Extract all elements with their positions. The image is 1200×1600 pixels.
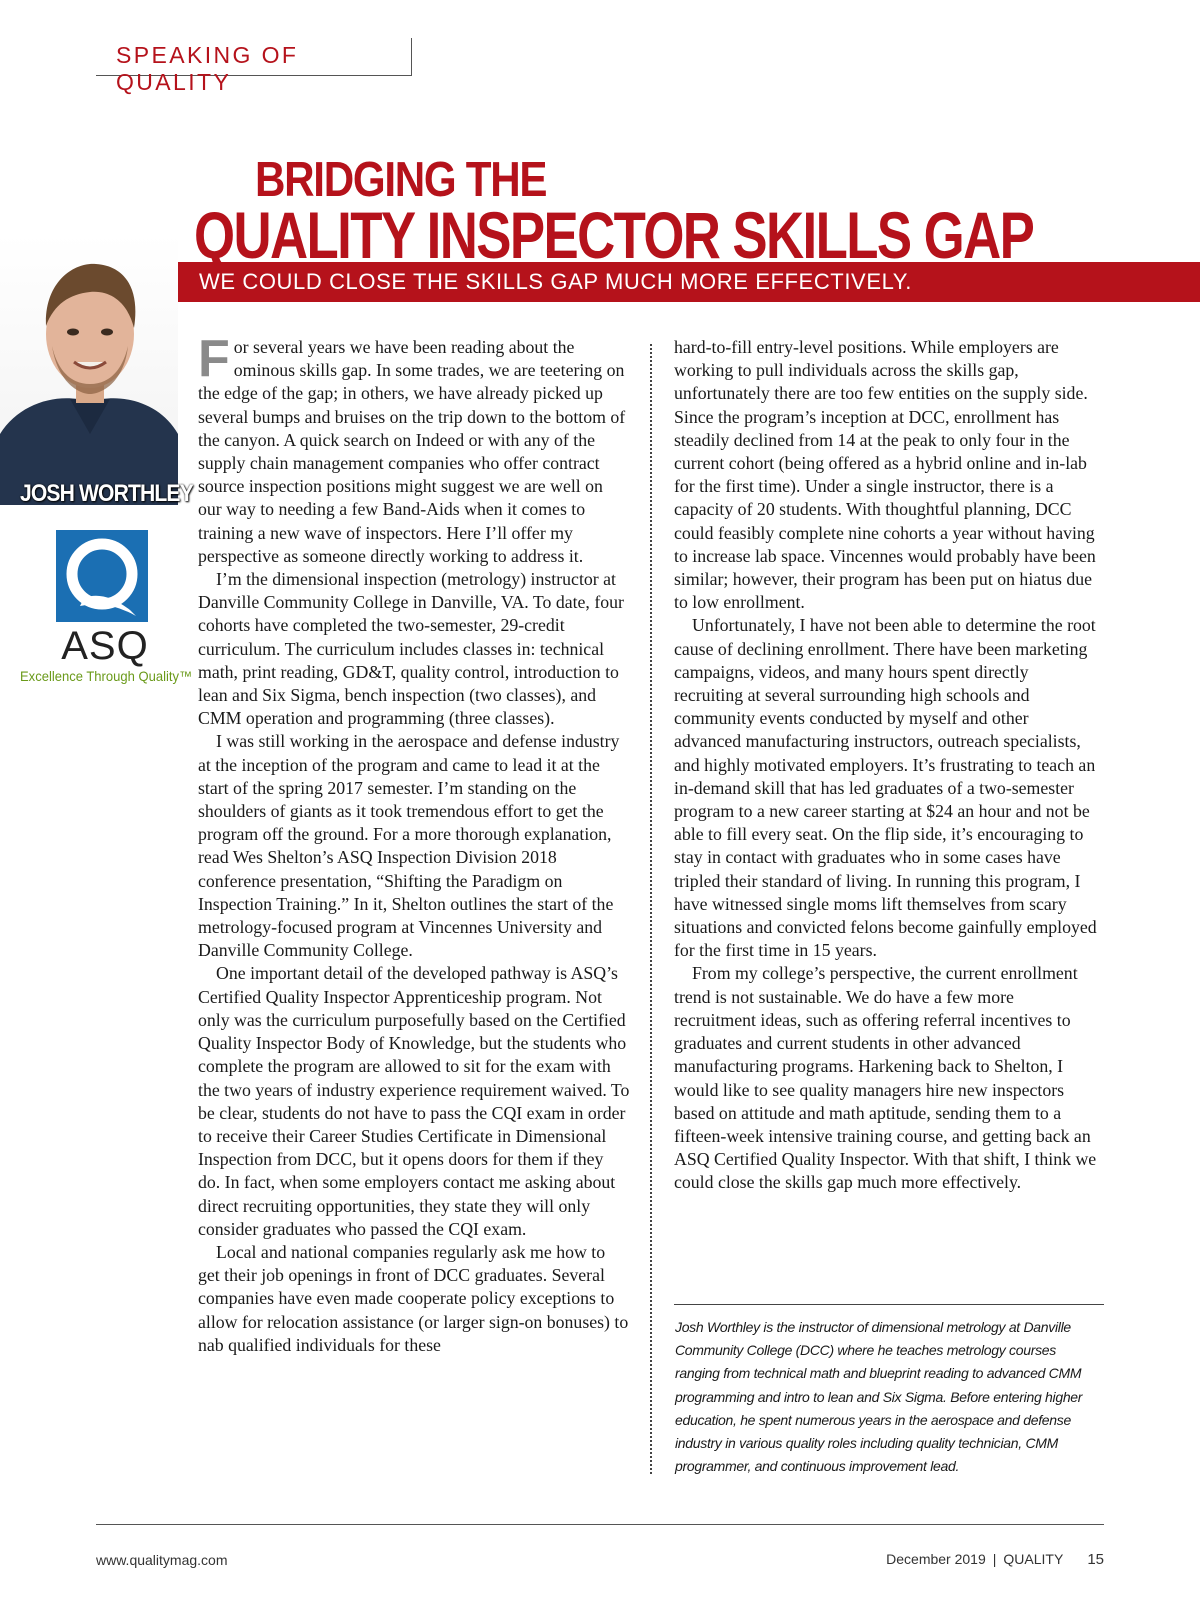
section-label: [96, 38, 412, 95]
body-paragraph: I’m the dimensional inspection (metrology) instructor at Danville Community College in Danville, VA. To date, four cohorts have completed the two-semester, 29-credit curriculum. The curriculum includes classes in: technical math, print reading, GD&T, quality control, introduction to lean and Six Sigma, bench inspection (two classes), and CMM operation and programming (three classes).: [198, 569, 624, 729]
section-label-text: SPEAKING OF QUALITY: [116, 42, 299, 95]
asq-q-icon: [56, 530, 148, 622]
body-paragraph: One important detail of the developed pathway is ASQ’s Certified Quality Inspector Apprenticeship program. Not only was the curriculum purposefully based on the Certified Quality Inspector Body of Knowledge, but the students who complete the program are allowed to sit for the exam with the two years of industry experience requirement waived. To be clear, students do not have to pass the CQI exam in order to receive their Career Studies Certificate in Dimensional Inspection from DCC, but it opens doors for them if they do. In fact, when some employers contact me asking about direct recruiting opportunities, they state they will only consider graduates who passed the CQI exam.: [198, 963, 630, 1239]
lead-paragraph: [198, 330, 630, 568]
asq-tagline: Excellence Through Quality™: [20, 668, 193, 684]
article-title-line2: QUALITY INSPECTOR SKILLS GAP: [194, 198, 1034, 272]
body-paragraph: hard-to-fill entry-level positions. While employers are working to pull individuals across the skills gap, unfortunately there are too few entities on the supply side. Since the program’s inception at DCC, enrollment has steadily declined from 14 at the peak to only four in the current cohort (being offered as a hybrid online and in-lab for the first time). Under a single instructor, there is a capacity of 20 students. With thoughtful planning, DCC could feasibly complete nine cohorts a year without having to increase lab space. Vincennes would probably have been similar; however, their program has been put on hiatus due to low enrollment.: [674, 337, 1096, 613]
footer-separator: |: [992, 1551, 997, 1567]
author-photo: [0, 234, 178, 505]
lead-paragraph-text: or several years we have been reading about the ominous skills gap. In some trades, we are teetering on the edge of the gap; in others, we have already picked up several bumps and bruises on the trip down to the bottom of the canyon. A quick search on Indeed or with any of the supply chain management companies who offer contract source inspection positions might suggest we are well on our way to needing a few Band-Aids when it comes to training a new wave of inspectors. Here I’ll offer my perspective as someone directly working to address it.: [198, 337, 626, 566]
body-paragraph: Local and national companies regularly ask me how to get their job openings in front of DCC graduates. Several companies have even made cooperate policy exceptions to allow for relocation assistance (or larger sign-on bonuses) to nab qualified individuals for these: [198, 1241, 629, 1355]
footer-divider: [96, 1524, 1104, 1525]
article-column-left: [198, 330, 630, 1357]
article-column-right: [674, 336, 1098, 1195]
drop-cap: F: [198, 330, 230, 388]
body-paragraph: From my college’s perspective, the current enrollment trend is not sustainable. We do have a few more recruitment ideas, such as offering referral incentives to graduates and current students in other advanced manufacturing programs. Harkening back to Shelton, I would like to see quality managers hire new inspectors based on attitude and math aptitude, sending them to a fifteen-week intensive training course, and getting back an ASQ Certified Quality Inspector. With that shift, I think we could close the skills gap much more effectively.: [674, 963, 1097, 1193]
author-name-caption: [0, 480, 193, 510]
footer-website[interactable]: www.qualitymag.com: [96, 1552, 228, 1568]
article-subtitle: WE COULD CLOSE THE SKILLS GAP MUCH MORE EFFECTIVELY.: [199, 269, 912, 294]
page-number: 15: [1087, 1551, 1104, 1568]
body-paragraph: Unfortunately, I have not been able to determine the root cause of declining enrollment. There have been marketing campaigns, videos, and many hours spent directly recruiting at several surrounding high schools and community events conducted by myself and other advanced manufacturing instructors, outreach specialists, and highly motivated employers. It’s frustrating to teach an in-demand skill that has led graduates of a two-semester program to a new career starting at $24 an hour and not be able to fill every seat. On the flip side, it’s encouraging to stay in contact with graduates who in some cases have tripled their standard of living. In running this program, I have witnessed single moms lift themselves from scary situations and convicted felons become gainfully employed for the first time in 15 years.: [674, 615, 1097, 961]
bio-divider: [674, 1304, 1104, 1305]
asq-logo-text: ASQ: [61, 624, 149, 668]
body-paragraph: I was still working in the aerospace and defense industry at the inception of the program and came to lead it at the start of the spring 2017 semester. I’m standing on the shoulders of giants as it took tremendous effort to get the program off the ground. For a more thorough explanation, read Wes Shelton’s ASQ Inspection Division 2018 conference presentation, “Shifting the Paradigm on Inspection Training.” In it, Shelton outlines the start of the metrology-focused program at Vincennes University and Danville Community College.: [198, 731, 620, 961]
column-divider: [650, 344, 652, 1474]
footer-info: [886, 1551, 1104, 1568]
footer-issue: December 2019: [886, 1551, 986, 1567]
author-bio: Josh Worthley is the instructor of dimensional metrology at Danville Community College (DCC) where he teaches metrology courses ranging from technical math and blueprint reading to advanced CMM programming and intro to lean and Six Sigma. Before entering higher education, he spent numerous years in the aerospace and defense industry in various quality roles including quality technician, CMM programmer, and continuous improvement lead.: [675, 1319, 1083, 1475]
author-name: JOSH WORTHLEY: [20, 480, 193, 507]
footer-magazine: QUALITY: [1003, 1551, 1064, 1567]
article-title-line1: BRIDGING THE: [255, 153, 547, 207]
